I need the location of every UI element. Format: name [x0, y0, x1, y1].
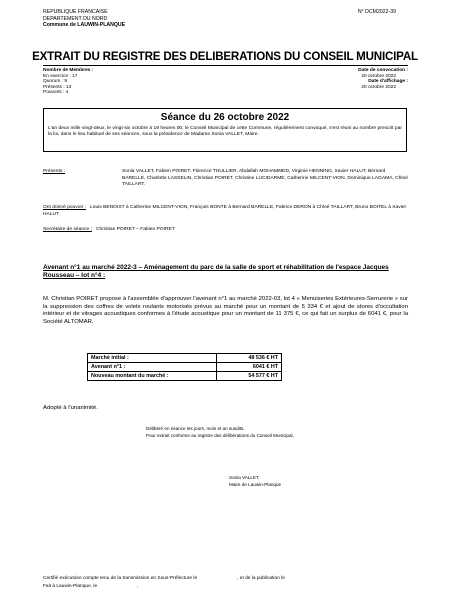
signature-block: [229, 475, 281, 489]
seance-title: Séance du 26 octobre 2022: [160, 112, 290, 123]
footer-line-2: [43, 583, 285, 591]
secretaire-names: Christian POIRET – Fabien POIRET: [96, 227, 175, 232]
members-presents: Présents : 13: [43, 84, 72, 90]
presents-label: Présents :: [43, 169, 66, 174]
closing-line-1: Délibéré en séance les jours, mois et an susdits.: [146, 426, 245, 431]
avenant-title: Avenant n°1 au marché 2022-3 – Aménagement du parc de la salle de sport et réhabilitation de l'espace Jacques Rousseau – lot n°4 :: [43, 264, 389, 280]
header-authority: [43, 9, 125, 29]
seance-text: L'an deux mille vingt-deux, le vingt-six octobre à 19 heures 00, le Conseil Municipal de cette Commune, régulièrement convoqué, s'est réuni au nombre prescrit par la loi, dans le lieu habituel de ses séances, sous la présidence de Madame Sonia VALLET, Maire.: [48, 126, 402, 138]
signatory-role: Maire de Lauwin-Planque: [229, 481, 282, 487]
table-row: [88, 354, 282, 363]
closing-statement: [146, 426, 294, 440]
footer-publication-text: , et de la publication le: [237, 576, 285, 581]
amounts-table: [87, 353, 282, 381]
amount-value: 48 536 € HT: [217, 354, 282, 363]
secretaire-label: Secrétaire de séance :: [43, 227, 92, 232]
affichage-label: Date d'affichage :: [368, 79, 408, 85]
members-pouvoirs: Pouvoirs : 4: [43, 90, 69, 96]
convocation-label: Date de convocation :: [358, 68, 408, 73]
header-line-commune: Commune de LAUWIN-PLANQUE: [43, 22, 126, 29]
members-heading: Nombre de Membres :: [43, 68, 94, 73]
footer-line-1: [43, 575, 285, 583]
pouvoirs-section: [43, 205, 408, 218]
members-exercice: En exercice : 17: [43, 73, 78, 79]
amount-label: Nouveau montant du marché :: [88, 372, 217, 381]
footer-fait-text: Fait à Lauwin-Planque, le: [43, 583, 98, 589]
header-line-republique: REPUBLIQUE FRANCAISE: [43, 9, 108, 15]
amount-value: 6041 € HT: [217, 363, 282, 372]
closing-line-2: Pour extrait conforme au registre des délibérations du Conseil Municipal,: [146, 432, 294, 438]
title-divider: [43, 65, 408, 66]
amount-value: 54 577 € HT: [217, 372, 282, 381]
affichage-date: 20 octobre 2022: [361, 84, 396, 90]
footer-comma: ,: [137, 583, 139, 589]
seance-box: [43, 108, 407, 152]
footer-transmission-text: Certifié exécutoire compte tenu de la transmission en Sous-Préfecture le: [43, 576, 198, 581]
table-row: [88, 372, 282, 381]
presents-list: Sonia VALLET, Fabien POIRET, Florence THULLIER, Abdallah MOHAMMED, Virginie HENNING, Xavier HALUT, Bernard BARELLE, Charlotte LASSELIN, Christian POIRET, Christine LUCIDARME, Catherine MILCENT-VION, Dominique LAGAMA, Chloé TAILLART.: [122, 169, 408, 188]
document-reference: N° DCM2022-39: [357, 9, 396, 15]
amount-label: Marché initial :: [88, 354, 217, 363]
avenant-paragraph: M. Christian POIRET propose à l'assemblée d'approuver l'avenant n°1 au marché 2022-03, lot 4 « Menuiseries Extérieures-Serrurerie » sur la suppression des coffres de volets roulants motorisés prévus au marché pour un montant de 5 334 € et ajout de stores d'occultation intérieur et de vitrages acoustiques conformes à l'étude acoustique pour un montant de 11 375 €, ce qui fait un surplus de 6041 €, pour la Société ALTOMAR.: [43, 296, 408, 325]
meeting-dates: [358, 68, 408, 90]
convocation-date: 20 octobre 2022: [361, 73, 396, 79]
table-row: [88, 363, 282, 372]
pouvoirs-list: Louis BENOIST à Catherine MILCENT-VION, François BONTE à Bernard BARELLE, Fabrice DERON à Chloé TAILLART, Bruno BOITEL à Xavier HALUT: [43, 205, 407, 217]
pouvoirs-label: Ont donné pouvoir :: [43, 205, 86, 210]
footer-certification: [43, 575, 285, 590]
page-title: EXTRAIT DU REGISTRE DES DELIBERATIONS DU CONSEIL MUNICIPAL: [32, 50, 418, 63]
vote-result: Adopté à l'unanimité.: [43, 405, 98, 411]
signatory-name: Sonia VALLET,: [229, 475, 260, 480]
members-quorum: Quorum : 9: [43, 79, 67, 85]
members-stats: [43, 68, 93, 96]
secretaire-section: [43, 227, 175, 232]
header-line-departement: DEPARTEMENT DU NORD: [43, 15, 108, 22]
amount-label: Avenant n°1 :: [88, 363, 217, 372]
